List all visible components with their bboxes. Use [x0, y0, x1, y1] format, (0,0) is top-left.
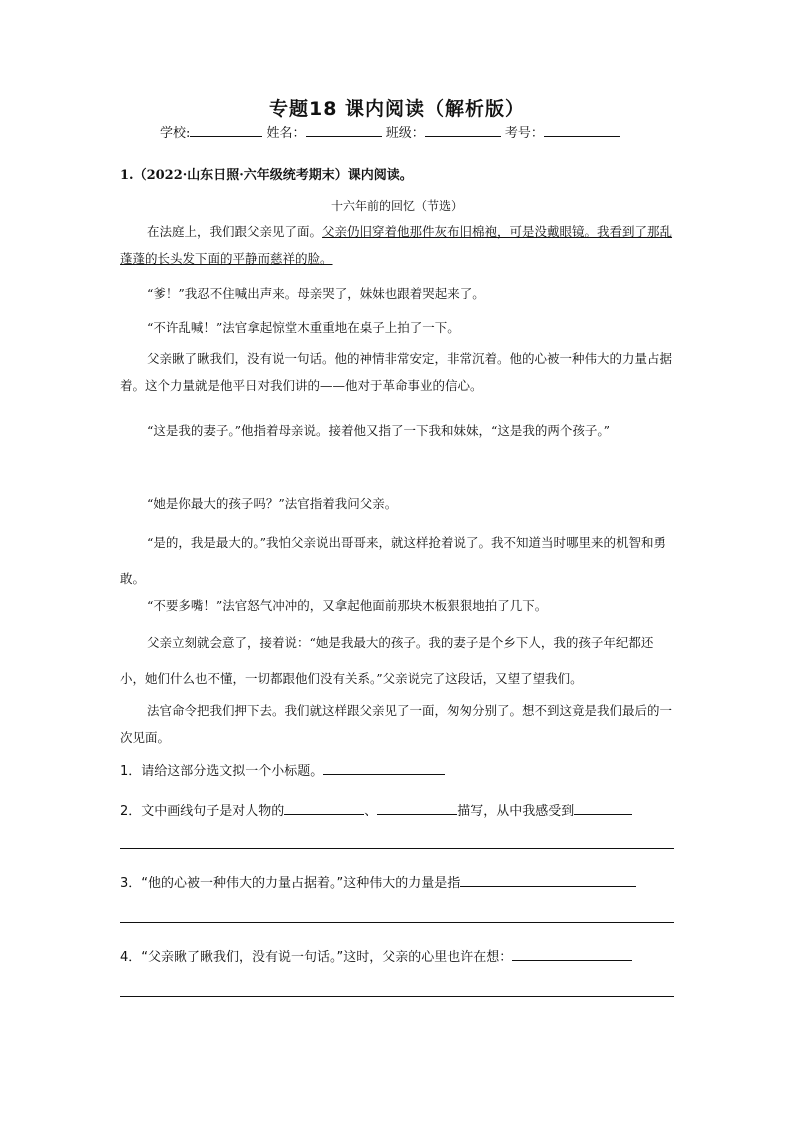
- page-title: 专题18 课内阅读（解析版）: [268, 98, 526, 120]
- passage-title: 十六年前的回忆（节选）: [330, 199, 463, 213]
- school-label: 学校:: [160, 126, 191, 141]
- passage-paragraph-4: 父亲瞅了瞅我们，没有说一句话。他的神情非常安定，非常沉着。他的心被一种伟大的力量占据着。这个力量就是他平日对我们讲的——他对于革命事业的信心。: [120, 351, 673, 393]
- question-2-separator: 、: [364, 804, 378, 819]
- class-label: 班级：: [385, 126, 425, 141]
- question-4-answer-line[interactable]: [120, 996, 674, 997]
- passage-paragraph-10: 法官命令把我们押下去。我们就这样跟父亲见了一面，匆匆分别了。想不到这竟是我们最后的一次见面。: [120, 703, 673, 745]
- question-3: [120, 872, 675, 891]
- question-1-answer-blank[interactable]: [323, 760, 445, 775]
- name-blank[interactable]: [306, 123, 382, 137]
- student-info-row: [160, 122, 640, 141]
- question-2-blank-3[interactable]: [574, 800, 632, 815]
- question-2-text-a: 2．文中画线句子是对人物的: [120, 804, 285, 819]
- name-label: 姓名：: [266, 126, 306, 141]
- paragraph-1-text: 在法庭上，我们跟父亲见了面。: [147, 224, 323, 239]
- question-3-text: 3．“他的心被一种伟大的力量占据着。”这种伟大的力量是指: [120, 876, 461, 891]
- passage-paragraph-1: [120, 218, 675, 272]
- class-blank[interactable]: [425, 123, 501, 137]
- question-4-text: 4．“父亲瞅了瞅我们，没有说一句话。”这时，父亲的心里也许在想：: [120, 950, 513, 965]
- exam-number-label: 考号：: [504, 126, 544, 141]
- school-blank[interactable]: [190, 123, 262, 137]
- question-1-text: 1．请给这部分选文拟一个小标题。: [120, 764, 324, 779]
- question-2-blank-1[interactable]: [284, 800, 364, 815]
- question-4: [120, 946, 675, 965]
- passage-paragraph-6: “她是你最大的孩子吗？”法官指着我问父亲。: [147, 496, 398, 511]
- passage-paragraph-8: “不要多嘴！”法官怒气冲冲的，又拿起他面前那块木板狠狠地拍了几下。: [147, 598, 548, 613]
- question-2: [120, 800, 675, 819]
- question-2-answer-line[interactable]: [120, 848, 674, 849]
- question-3-answer-line[interactable]: [120, 922, 674, 923]
- passage-paragraph-2: “爹！”我忍不住喊出声来。母亲哭了，妹妹也跟着哭起来了。: [147, 286, 485, 301]
- passage-paragraph-3: “不许乱喊！”法官拿起惊堂木重重地在桌子上拍了一下。: [147, 320, 460, 335]
- passage-paragraph-9: 父亲立刻就会意了，接着说：“她是我最大的孩子。我的妻子是个乡下人，我的孩子年纪都还小，她们什么也不懂，一切都跟他们没有关系。”父亲说完了这段话，又望了望我们。: [120, 635, 654, 686]
- question-1: [120, 760, 675, 779]
- passage-paragraph-5: “这是我的妻子。”他指着母亲说。接着他又指了一下我和妹妹，“这是我的两个孩子。”: [147, 423, 611, 438]
- question-header: 1.（2022·山东日照·六年级统考期末）课内阅读。: [120, 168, 413, 183]
- exam-number-blank[interactable]: [544, 123, 620, 137]
- underlined-sentence: 父亲仍旧穿着他那件灰布旧棉袍，可是没戴眼镜。我看到了那乱蓬蓬的长头发下面的平静而慈祥的脸。: [120, 224, 673, 266]
- question-2-text-b: 描写，从中我感受到: [457, 804, 575, 819]
- question-2-blank-2[interactable]: [377, 800, 457, 815]
- question-4-answer-blank[interactable]: [512, 946, 632, 961]
- passage-paragraph-7: “是的，我是最大的。”我怕父亲说出哥哥来，就这样抢着说了。我不知道当时哪里来的机智和勇敢。: [120, 535, 667, 586]
- question-3-answer-blank[interactable]: [460, 872, 636, 887]
